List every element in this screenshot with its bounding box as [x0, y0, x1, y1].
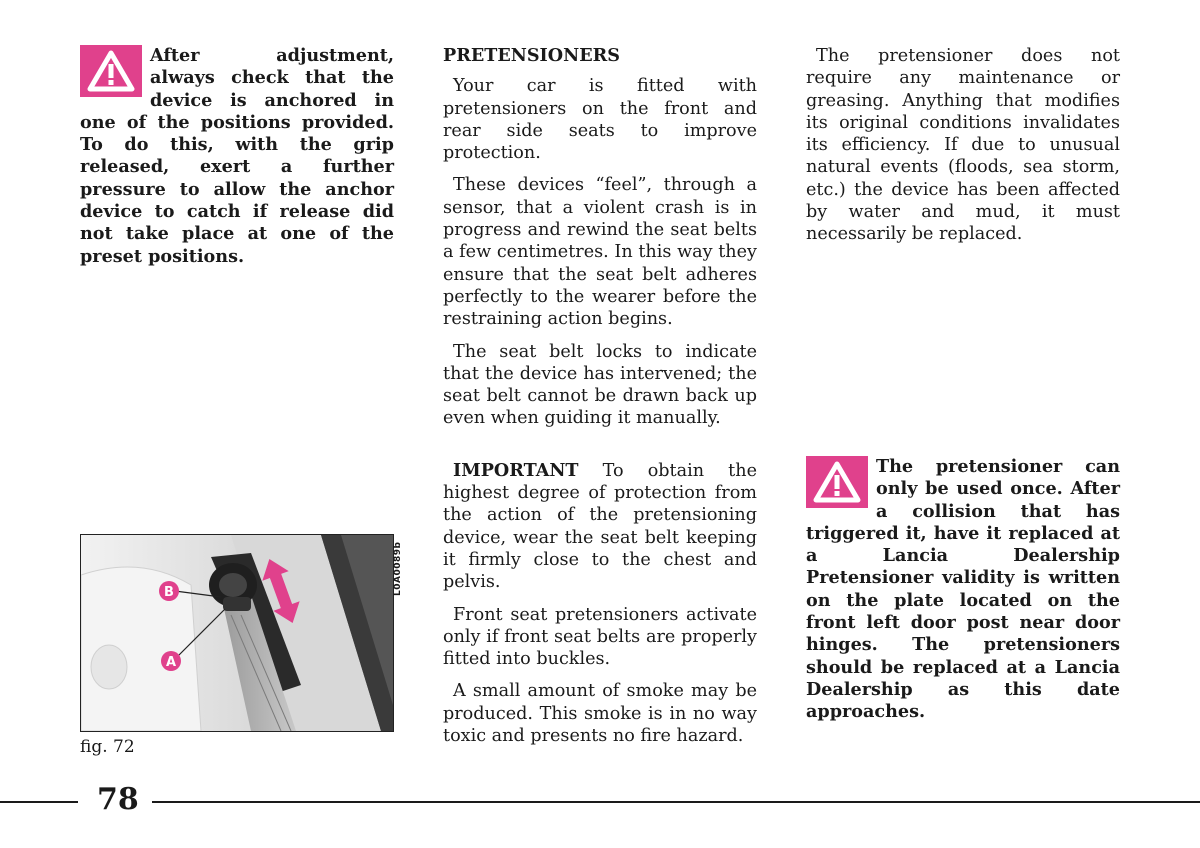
paragraph: These devices “feel”, through a sensor, that a violent crash is in progress and rewind the seat belts a few centimetres. In this way they ensure that the seat belt adheres perfectly to the wearer before the restraining action begins.: [443, 175, 757, 330]
paragraph: The pretensioner does not require any maintenance or greasing. Anything that modifies its original conditions invalidates its efficiency. If due to unusual natural events (floods, sea storm, etc.) the device has been affected by water and mud, it must necessarily be replaced.: [806, 46, 1120, 245]
paragraph: The seat belt locks to indicate that the device has intervened; the seat belt cannot be drawn back up even when guiding it manually.: [443, 341, 757, 429]
warning-text-pretensioner: The pretensioner can only be used once. After a collision that has triggered it, have it replaced at a Lancia Dealership Pretensioner validity is written on the plate located on the front left door post near door hinges. The pretensioners should be replaced at a Lancia Dealership as this date approaches.: [806, 456, 1120, 723]
label-a: A: [165, 655, 177, 670]
page-number: 78: [97, 782, 139, 817]
figure-caption: fig. 72: [80, 737, 135, 757]
paragraph: A small amount of smoke may be produced. This smoke is in no way toxic and presents no fire hazard.: [443, 681, 757, 747]
figure-code: L0A0089b: [393, 541, 403, 596]
column-3-warning: [806, 456, 1120, 724]
column-1: [80, 45, 394, 268]
paragraph: Front seat pretensioners activate only if front seat belts are properly fitted into buckles.: [443, 604, 757, 670]
footer-rule-right: [152, 801, 1200, 803]
warning-triangle-icon: [806, 456, 868, 508]
important-label: IMPORTANT: [453, 459, 579, 481]
warning-text-adjustment: After adjustment, always check that the device is anchored in one of the positions provided. To do this, with the grip released, exert a further pressure to allow the anchor device to catch if release did not take place at one of the preset positions.: [80, 45, 394, 267]
important-text: To obtain the highest degree of protection from the action of the pretensioning device, wear the seat belt keeping it firmly close to the chest and pelvis.: [443, 460, 757, 593]
section-heading: PRETENSIONERS: [443, 45, 620, 66]
label-b: B: [164, 585, 174, 600]
important-paragraph: [443, 460, 757, 594]
warning-triangle-icon: [80, 45, 142, 97]
figure-seat-belt-anchor: [80, 534, 394, 732]
footer-rule-left: [0, 801, 78, 803]
column-3: [806, 45, 1120, 246]
column-2: [443, 45, 757, 747]
paragraph: Your car is fitted with pretensioners on the front and rear side seats to improve protection.: [443, 76, 757, 164]
